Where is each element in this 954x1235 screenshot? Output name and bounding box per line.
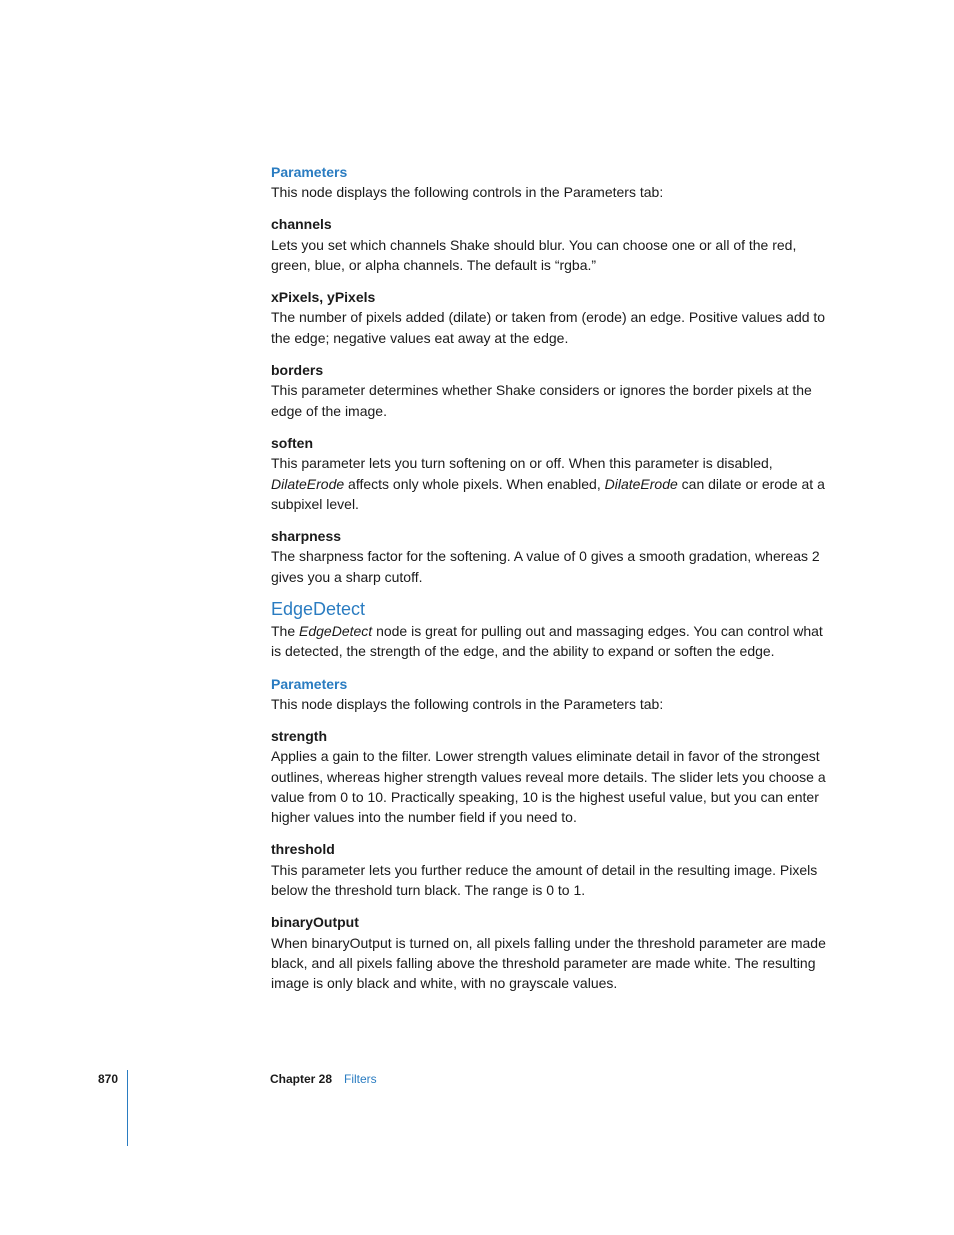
- edgedetect-intro-a: The: [271, 623, 300, 640]
- param-term-borders: borders: [271, 362, 324, 379]
- param-desc-channels: Lets you set which channels Shake should blur. You can choose one or all of the red, green, blue, or alpha channels. The default is “rgba.”: [271, 236, 797, 273]
- edgedetect-heading: EdgeDetect: [271, 599, 366, 620]
- param-desc-xpixels: The number of pixels added (dilate) or taken from (erode) an edge. Positive values add to the edge; negative values eat away at the edge.: [271, 309, 826, 346]
- param-desc-borders: This parameter determines whether Shake considers or ignores the border pixels at the edge of the image.: [271, 382, 812, 419]
- edgedetect-intro-em: EdgeDetect: [299, 623, 373, 640]
- param-term-binaryoutput: binaryOutput: [271, 914, 359, 931]
- param-desc-soften: [271, 453, 827, 514]
- param-desc-strength: Applies a gain to the filter. Lower strength values eliminate detail in favor of the strongest outlines, whereas higher strength values reveal more details. The slider lets you choose a value from 0 to 10. Practically speaking, 10 is the highest useful value, but you can enter higher values into the number field if you need to.: [271, 748, 826, 826]
- footer-rule: [127, 1070, 128, 1146]
- page-number: 870: [98, 1072, 119, 1086]
- parameters-intro-1: This node displays the following controls in the Parameters tab:: [271, 184, 664, 200]
- parameters-heading-2: Parameters: [271, 675, 348, 692]
- parameters-intro-2: This node displays the following controls in the Parameters tab:: [271, 695, 664, 712]
- param-term-strength: strength: [271, 727, 327, 744]
- soften-desc-b: affects only whole pixels. When enabled,: [344, 475, 605, 492]
- page-content: [271, 162, 827, 994]
- param-desc-binaryoutput: When binaryOutput is turned on, all pixels falling under the threshold parameter are made black, and all pixels falling above the threshold parameter are made white. The resulting image is only black and white, with no grayscale values.: [271, 934, 826, 992]
- soften-desc-em1: DilateErode: [271, 475, 345, 492]
- param-term-soften: soften: [271, 434, 313, 451]
- edgedetect-intro-b: node is great for pulling out and massaging edges. You can control what is detected, the strength of the edge, and the ability to expand or soften the edge.: [271, 623, 823, 660]
- param-desc-threshold: This parameter lets you further reduce the amount of detail in the resulting image. Pixels below the threshold turn black. The range is 0 to 1.: [271, 861, 818, 899]
- chapter-title: Filters: [344, 1072, 377, 1086]
- soften-desc-a: This parameter lets you turn softening on or off. When this parameter is disabled,: [271, 455, 773, 472]
- parameters-heading-1: Parameters: [271, 164, 348, 180]
- param-term-channels: channels: [271, 216, 332, 233]
- param-term-threshold: threshold: [271, 841, 335, 858]
- param-term-xpixels: xPixels, yPixels: [271, 289, 376, 306]
- edgedetect-intro: [271, 621, 827, 662]
- soften-desc-c: can dilate or erode at a subpixel level.: [271, 475, 825, 512]
- param-desc-sharpness: The sharpness factor for the softening. A value of 0 gives a smooth gradation, whereas 2 gives you a sharp cutoff.: [271, 548, 820, 585]
- param-term-sharpness: sharpness: [271, 528, 342, 545]
- chapter-label: Chapter 28: [270, 1072, 333, 1086]
- soften-desc-em2: DilateErode: [604, 475, 678, 492]
